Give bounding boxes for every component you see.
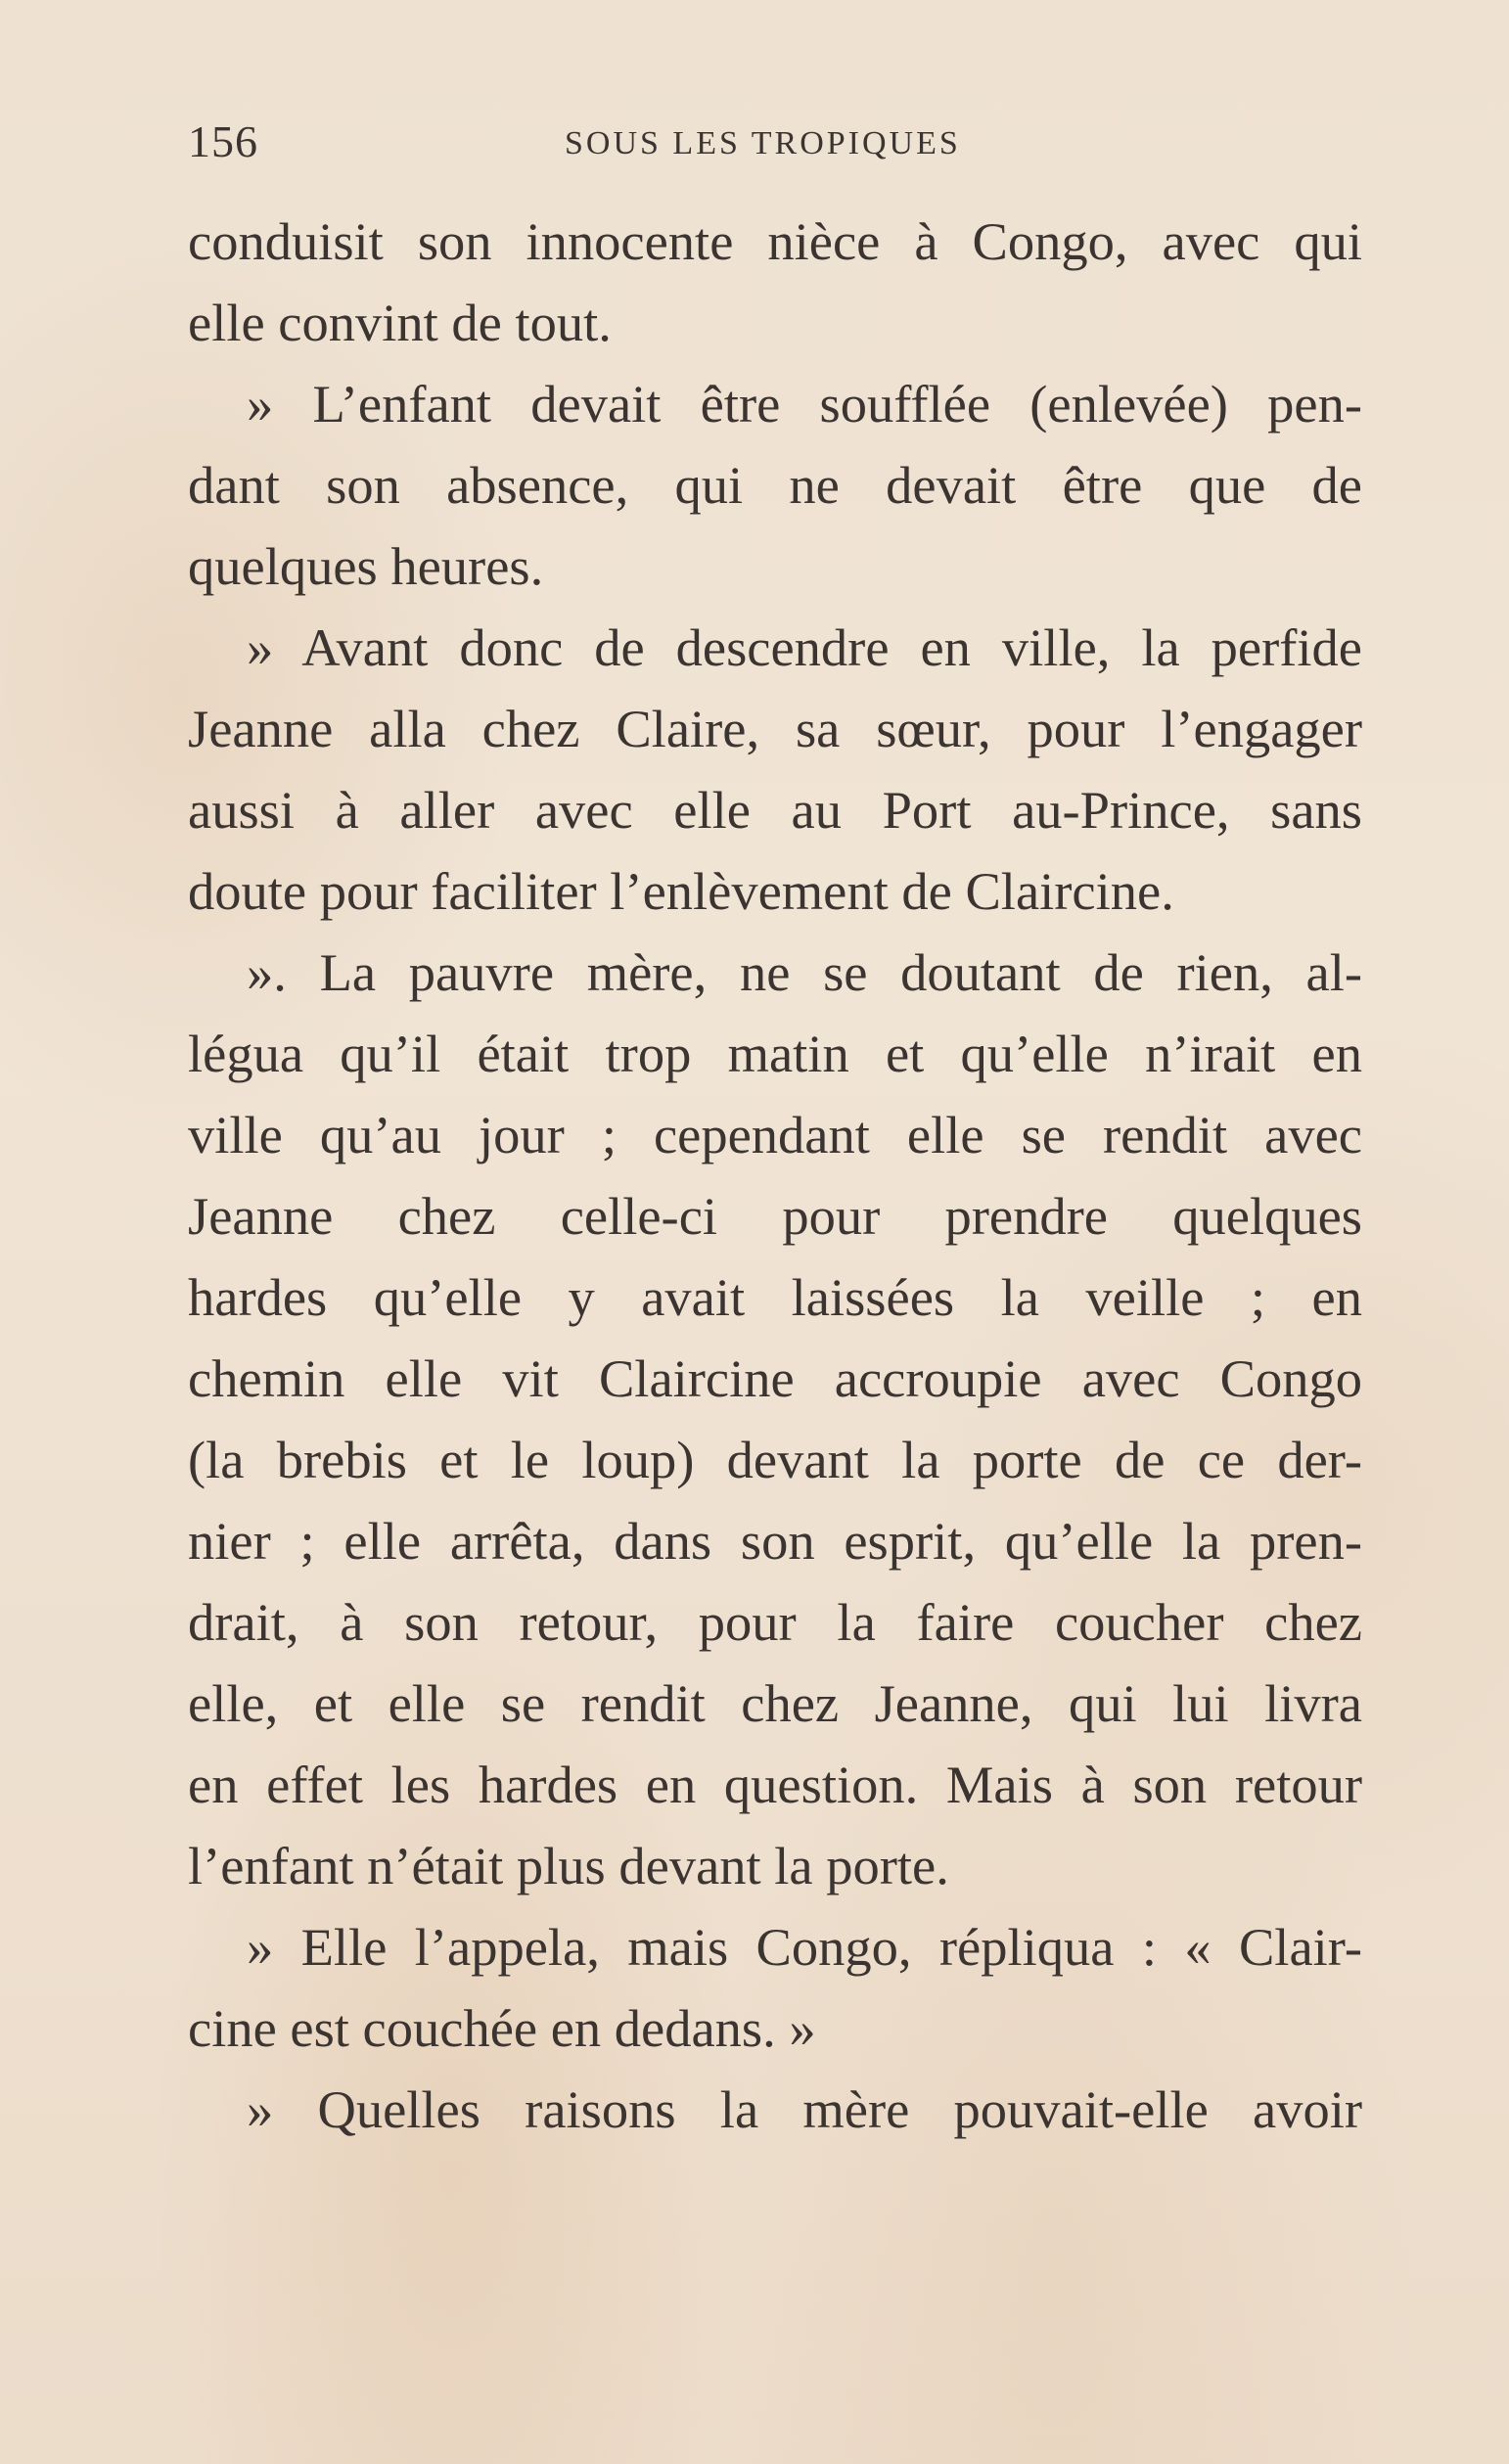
text-line: ville qu’au jour ; cependant elle se rendit avec [188,1105,1362,1164]
text-line: l’enfant n’était plus devant la porte. [188,1836,949,1895]
text-line: » Elle l’appela, mais Congo, répliqua : « Clair- [247,1917,1362,1977]
text-line: dant son absence, qui ne devait être que de [188,455,1362,515]
text-line: doute pour faciliter l’enlèvement de Claircine. [188,861,1174,921]
text-line: chemin elle vit Claircine accroupie avec Congo [188,1348,1362,1408]
text-line: (la brebis et le loup) devant la porte de ce der- [188,1430,1362,1489]
text-line: » L’enfant devait être soufflée (enlevée) pen- [247,374,1362,433]
running-head [188,115,1362,174]
text-line: » Quelles raisons la mère pouvait-elle avoir [247,2079,1362,2139]
text-line: nier ; elle arrêta, dans son esprit, qu’elle la pren- [188,1511,1362,1571]
running-title: SOUS LES TROPIQUES [565,125,961,161]
text-line: ». La pauvre mère, ne se doutant de rien, al- [247,942,1362,1002]
text-line: » Avant donc de descendre en ville, la perfide [247,617,1362,677]
body-text [188,201,1362,2150]
text-line: drait, à son retour, pour la faire coucher chez [188,1592,1362,1652]
text-line: légua qu’il était trop matin et qu’elle n’irait en [188,1024,1362,1083]
text-line: Jeanne chez celle-ci pour prendre quelques [188,1186,1362,1246]
page-number: 156 [188,116,258,166]
text-line: aussi à aller avec elle au Port au-Prince, sans [188,780,1362,840]
text-line: elle convint de tout. [188,293,612,352]
text-line: cine est couchée en dedans. » [188,1998,816,2058]
text-line: elle, et elle se rendit chez Jeanne, qui lui livra [188,1673,1362,1733]
text-line: Jeanne alla chez Claire, sa sœur, pour l’engager [188,699,1362,758]
text-line: conduisit son innocente nièce à Congo, avec qui [188,211,1362,271]
text-line: en effet les hardes en question. Mais à son retour [188,1755,1362,1814]
text-line: quelques heures. [188,536,544,596]
text-line: hardes qu’elle y avait laissées la veille ; en [188,1267,1362,1327]
